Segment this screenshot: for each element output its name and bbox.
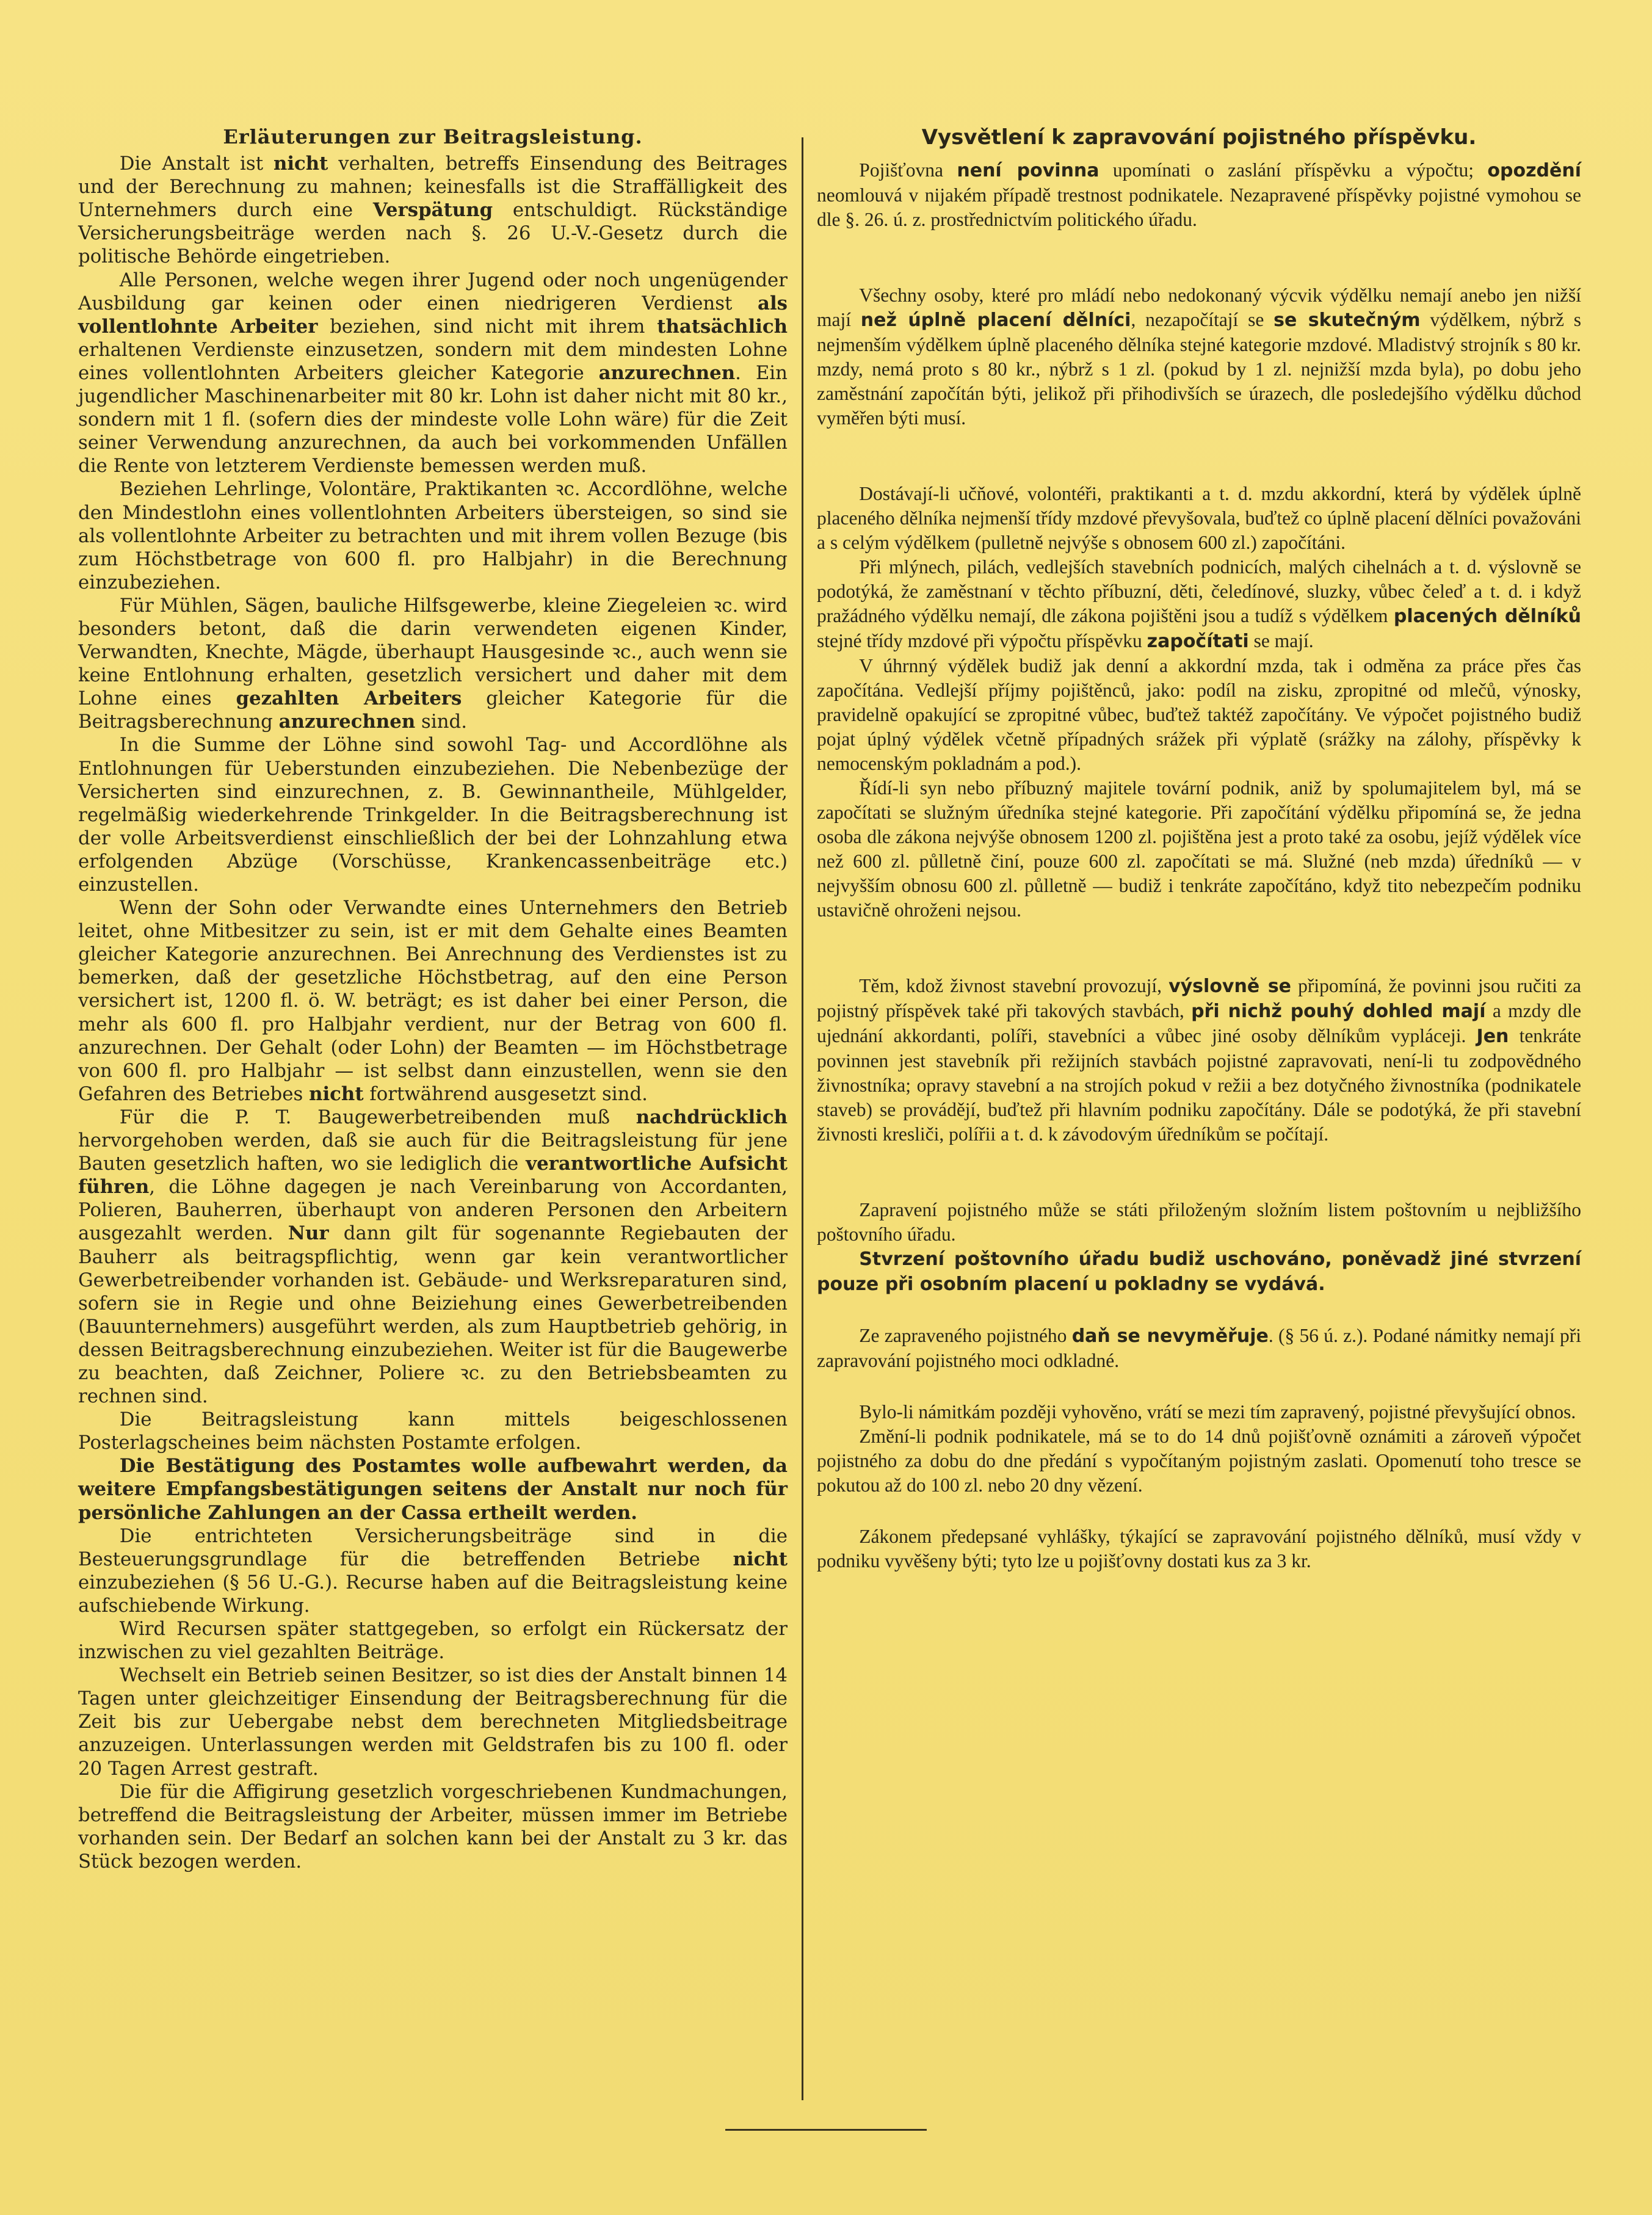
czech-paragraph-12: Změní-li podnik podnikatele, má se to do 14 dnů pojišťovně oznámiti a zároveň výpočet pojistného za dobu do dne předání s vypočítaným pojistným zaslati. Opomenutí toho tresce se pokutou až do 100 zl. nebo 20 dny vězení. bbox=[817, 1426, 1581, 1496]
german-heading: Erläuterungen zur Beitragsleistung. bbox=[223, 125, 643, 148]
german-paragraph-8: Die Beitragsleistung kann mittels beigeschlossenen Posterlagscheines beim nächsten Postamte erfolgen. bbox=[78, 1408, 788, 1454]
german-column bbox=[78, 125, 788, 1873]
czech-paragraph-1: Pojišťovna není povinna upomínati o zaslání příspěvku a výpočtu; opozdění neomlouvá v nijakém případě trestnost podnikatele. Nezapravené příspěvky pojistné vymohou se dle §. 26. ú. z. prostřednictvím politického úřadu. bbox=[817, 159, 1582, 230]
czech-paragraph-6: Řídí-li syn nebo příbuzný majitele tovární podnik, aniž by spolumajitelem byl, má se započítati se služným úředníka stejné kategorie. Při započítání výdělku připomíná se, že jedna osoba dle zákona nejvýše obnosem 1200 zl. pojištěna jest a proto také za osobu, jejíž výdělek více než 600 zl. půlletně činí, pouze 600 zl. započítati se má. Služné (neb mzda) úředníků — v nejvyšším obnosu 600 zl. půlletně — budiž i tenkráte započítáno, když tito nebezpečím podniku ustavičně ohroženi nejsou. bbox=[817, 777, 1581, 921]
german-paragraph-3: Beziehen Lehrlinge, Volontäre, Praktikanten ꝛc. Accordlöhne, welche den Mindestlohn eines vollentlohnten Arbeiters übersteigen, so sind sie als vollentlohnte Arbeiter zu betrachten und mit ihrem vollen Bezuge (bis zum Höchstbetrage von 600 fl. pro Halbjahr) in die Berechnung einzubeziehen. bbox=[78, 478, 788, 593]
czech-paragraph-3: Dostávají-li učňové, volontéři, praktikanti a t. d. mzdu akkordní, která by výdělek úplně placeného dělníka nejmenší třídy mzdové převyšovala, buďtež co úplně placení dělníci považováni a s celým výdělkem (pulletně nejvýše s obnosem 600 zl.) započítáni. bbox=[817, 483, 1581, 553]
german-paragraph-4: Für Mühlen, Sägen, bauliche Hilfsgewerbe, kleine Ziegeleien ꝛc. wird besonders betont, daß die darin verwendeten eigenen Kinder, Verwandten, Knechte, Mägde, überhaupt Hausgesinde ꝛc., auch wenn sie keine Entlohnung erhalten, gesetzlich versichert und daher mit dem Lohne eines gezahlten Arbeiters gleicher Kategorie für die Beitragsberechnung anzurechnen sind. bbox=[78, 594, 788, 733]
czech-heading: Vysvětlení k zapravování pojistného příspěvku. bbox=[921, 125, 1477, 150]
closing-rule bbox=[725, 2129, 927, 2131]
czech-paragraph-2: Všechny osoby, které pro mládí nebo nedokonaný výcvik výdělku nemají anebo jen nižší mají než úplně placení dělníci, nezapočítají se se skutečným výdělkem, nýbrž s nejmenším výdělkem úplně placeného dělníka stejné kategorie mzdové. Mladistvý strojník s 80 kr. mzdy, nemá proto s 80 kr., nýbrž s 1 zl. (pokud by 1 zl. nejnižší mzda byla), po dobu jeho zaměstnání započítán býti, jelikož při přihodivších se úrazech, dle posledejšího výdělku důchod vyměřen býti musí. bbox=[817, 285, 1581, 429]
czech-paragraph-5: V úhrnný výdělek budiž jak denní a akkordní mzda, tak i odměna za práce přes čas započítána. Vedlejší příjmy pojištěnců, jako: podíl na zisku, zpropitné od mlečů, výnosky, pravidelně opakující se zpropitné vůbec, buďtež taktéž započítány. Ve výpočet pojistného budiž pojat úplný výdělek včetně případných srážek při výplatě (srážky na zálohy, příspěvky k nemocenským pokladnám a pod.). bbox=[817, 655, 1581, 774]
german-paragraph-5: In die Summe der Löhne sind sowohl Tag- und Accordlöhne als Entlohnungen für Ueberstunden einzubeziehen. Die Nebenbezüge der Versicherten sind einzurechnen, z. B. Gewinnantheile, Mühlgelder, regelmäßig wiederkehrende Trinkgelder. In die Beitragsberechnung ist der volle Arbeitsverdienst einschließlich der bei der Lohnzahlung etwa erfolgenden Abzüge (Vorschüsse, Krankencassenbeiträge etc.) einzustellen. bbox=[78, 734, 788, 896]
czech-paragraph-4: Při mlýnech, pilách, vedlejších stavebních podnicích, malých cihelnách a t. d. výslovně se podotýká, že zaměstnaní v těchto příbuzní, děti, čeledínové, sluzky, vůbec čeleď a t. d. i když pražádného výdělku nemají, dle zákona pojištěni jsou a tudíž s výdělkem placených dělníků stejné třídy mzdové při výpočtu příspěvku započítati se mají. bbox=[817, 556, 1581, 652]
czech-paragraph-10: Ze zapraveného pojistného daň se nevyměřuje. (§ 56 ú. z.). Podané námitky nemají při zapravování pojistného moci odkladné. bbox=[817, 1325, 1582, 1371]
german-paragraph-13: Die für die Affigirung gesetzlich vorgeschriebenen Kundmachungen, betreffend die Beitragsleistung der Arbeiter, müssen immer im Betriebe vorhanden sein. Der Bedarf an solchen kann bei der Anstalt zu 3 kr. das Stück bezogen werden. bbox=[78, 1780, 788, 1872]
german-paragraph-2: Alle Personen, welche wegen ihrer Jugend oder noch ungenügender Ausbildung gar keinen oder einen niedrigeren Verdienst als vollentlohnte Arbeiter beziehen, sind nicht mit ihrem thatsächlich erhaltenen Verdienste einzusetzen, sondern mit dem mindesten Lohne eines vollentlohnten Arbeiters gleicher Kategorie anzurechnen. Ein jugendlicher Maschinenarbeiter mit 80 kr. Lohn ist daher nicht mit 80 kr., sondern mit 1 fl. (sofern dies der mindeste volle Lohn wäre) für die Zeit seiner Verwendung anzurechnen, da auch bei vorkommenden Unfällen die Rente von letzterem Verdienste bemessen werden muß. bbox=[78, 269, 788, 477]
german-paragraph-11: Wird Recursen später stattgegeben, so erfolgt ein Rückersatz der inzwischen zu viel gezahlten Beiträge. bbox=[78, 1618, 788, 1664]
german-paragraph-6: Wenn der Sohn oder Verwandte eines Unternehmers den Betrieb leitet, ohne Mitbesitzer zu sein, ist er mit dem Gehalte eines Beamten gleicher Kategorie anzurechnen. Bei Anrechnung des Verdienstes ist zu bemerken, daß der gesetzliche Höchstbetrag, auf den eine Person versichert ist, 1200 fl. ö. W. beträgt; es ist daher bei einer Person, die mehr als 600 fl. pro Halbjahr verdient, nur der Betrag von 600 fl. anzurechnen. Der Gehalt (oder Lohn) der Beamten — im Höchstbetrage von 600 fl. pro Halbjahr — ist selbst dann einzustellen, wenn sie den Gefahren des Betriebes nicht fortwährend ausgesetzt sind. bbox=[78, 897, 788, 1105]
czech-paragraph-13: Zákonem předepsané vyhlášky, týkající se zapravování pojistného dělníků, musí vždy v podniku vyvěšeny býti; tyto lze u pojišťovny dostati kus za 3 kr. bbox=[817, 1526, 1581, 1572]
czech-column bbox=[817, 125, 1581, 1573]
czech-paragraph-7: Těm, kdož živnost stavební provozují, výslovně se připomíná, že povinni jsou ručiti za pojistný příspěvek také při takových stavbách, při nichž pouhý dohled mají a mzdy dle ujednání akkordanti, políři, stavebníci a vůbec jiné osoby dělníkům vypláceji. Jen tenkráte povinnen jest stavebník při režijních stavbách pojistné zapravovati, není-li tu zodpovědného živnostníka; opravy stavební a na strojích pokud v režii a bez dotyčného živnostníka (podnikatele staveb) se provádějí, buďtež při hlavním podniku započítány. Dále se podotýká, že při stavební živnosti kresliči, polířii a t. d. k závodovým úředníkům se počítají. bbox=[817, 975, 1582, 1145]
czech-paragraph-8: Zapravení pojistného může se státi přiloženým složním listem poštovním u nejbližšího poštovního úřadu. bbox=[817, 1199, 1581, 1245]
german-paragraph-10: Die entrichteten Versicherungsbeiträge sind in die Besteuerungsgrundlage für die betreffenden Betriebe nicht einzubeziehen (§ 56 U.-G.). Recurse haben auf die Beitragsleistung keine aufschiebende Wirkung. bbox=[78, 1524, 788, 1617]
column-divider bbox=[802, 137, 803, 2100]
german-paragraph-12: Wechselt ein Betrieb seinen Besitzer, so ist dies der Anstalt binnen 14 Tagen unter gleichzeitiger Einsendung der Beitragsberechnung für die Zeit bis zur Uebergabe nebst dem berechneten Mitgliedsbeitrage anzuzeigen. Unterlassungen werden mit Geldstrafen bis zu 100 fl. oder 20 Tagen Arrest gestraft. bbox=[78, 1664, 788, 1780]
czech-paragraph-11: Bylo-li námitkám později vyhověno, vrátí se mezi tím zapravený, pojistné převyšující obnos. bbox=[859, 1401, 1576, 1423]
german-paragraph-9: Die Bestätigung des Postamtes wolle aufbewahrt werden, da weitere Empfangsbestätigungen seitens der Anstalt nur noch für persönliche Zahlungen an der Cassa ertheilt werden. bbox=[78, 1455, 788, 1524]
german-paragraph-7: Für die P. T. Baugewerbetreibenden muß nachdrücklich hervorgehoben werden, daß sie auch für die Beitragsleistung für jene Bauten gesetzlich haften, wo sie lediglich die verantwortliche Aufsicht führen, die Löhne dagegen je nach Vereinbarung von Accordanten, Polieren, Bauherren, überhaupt von anderen Personen den Arbeitern ausgezahlt werden. Nur dann gilt für sogenannte Regiebauten der Bauherr als beitragspflichtig, wenn gar kein verantwortlicher Gewerbetreibender vorhanden ist. Gebäude- und Werksreparaturen sind, sofern sie in Regie und ohne Beiziehung eines Gewerbetreibenden (Bauunternehmers) ausgeführt werden, als zum Hauptbetrieb gehörig, in dessen Beitragsberechnung einzubeziehen. Weiter ist für die Baugewerbe zu beachten, daß Zeichner, Poliere ꝛc. zu den Betriebsbeamten zu rechnen sind. bbox=[78, 1106, 788, 1408]
czech-paragraph-9: Stvrzení poštovního úřadu budiž uschováno, poněvadž jiné stvrzení pouze při osobním placení u pokladny se vydává. bbox=[817, 1249, 1581, 1295]
german-paragraph-1: Die Anstalt ist nicht verhalten, betreffs Einsendung des Beitrages und der Berechnung zu mahnen; keinesfalls ist die Straffälligkeit des Unternehmers durch eine Verspätung entschuldigt. Rückständige Versicherungsbeiträge werden nach §. 26 U.-V.-Gesetz durch die politische Behörde eingetrieben. bbox=[78, 153, 788, 268]
